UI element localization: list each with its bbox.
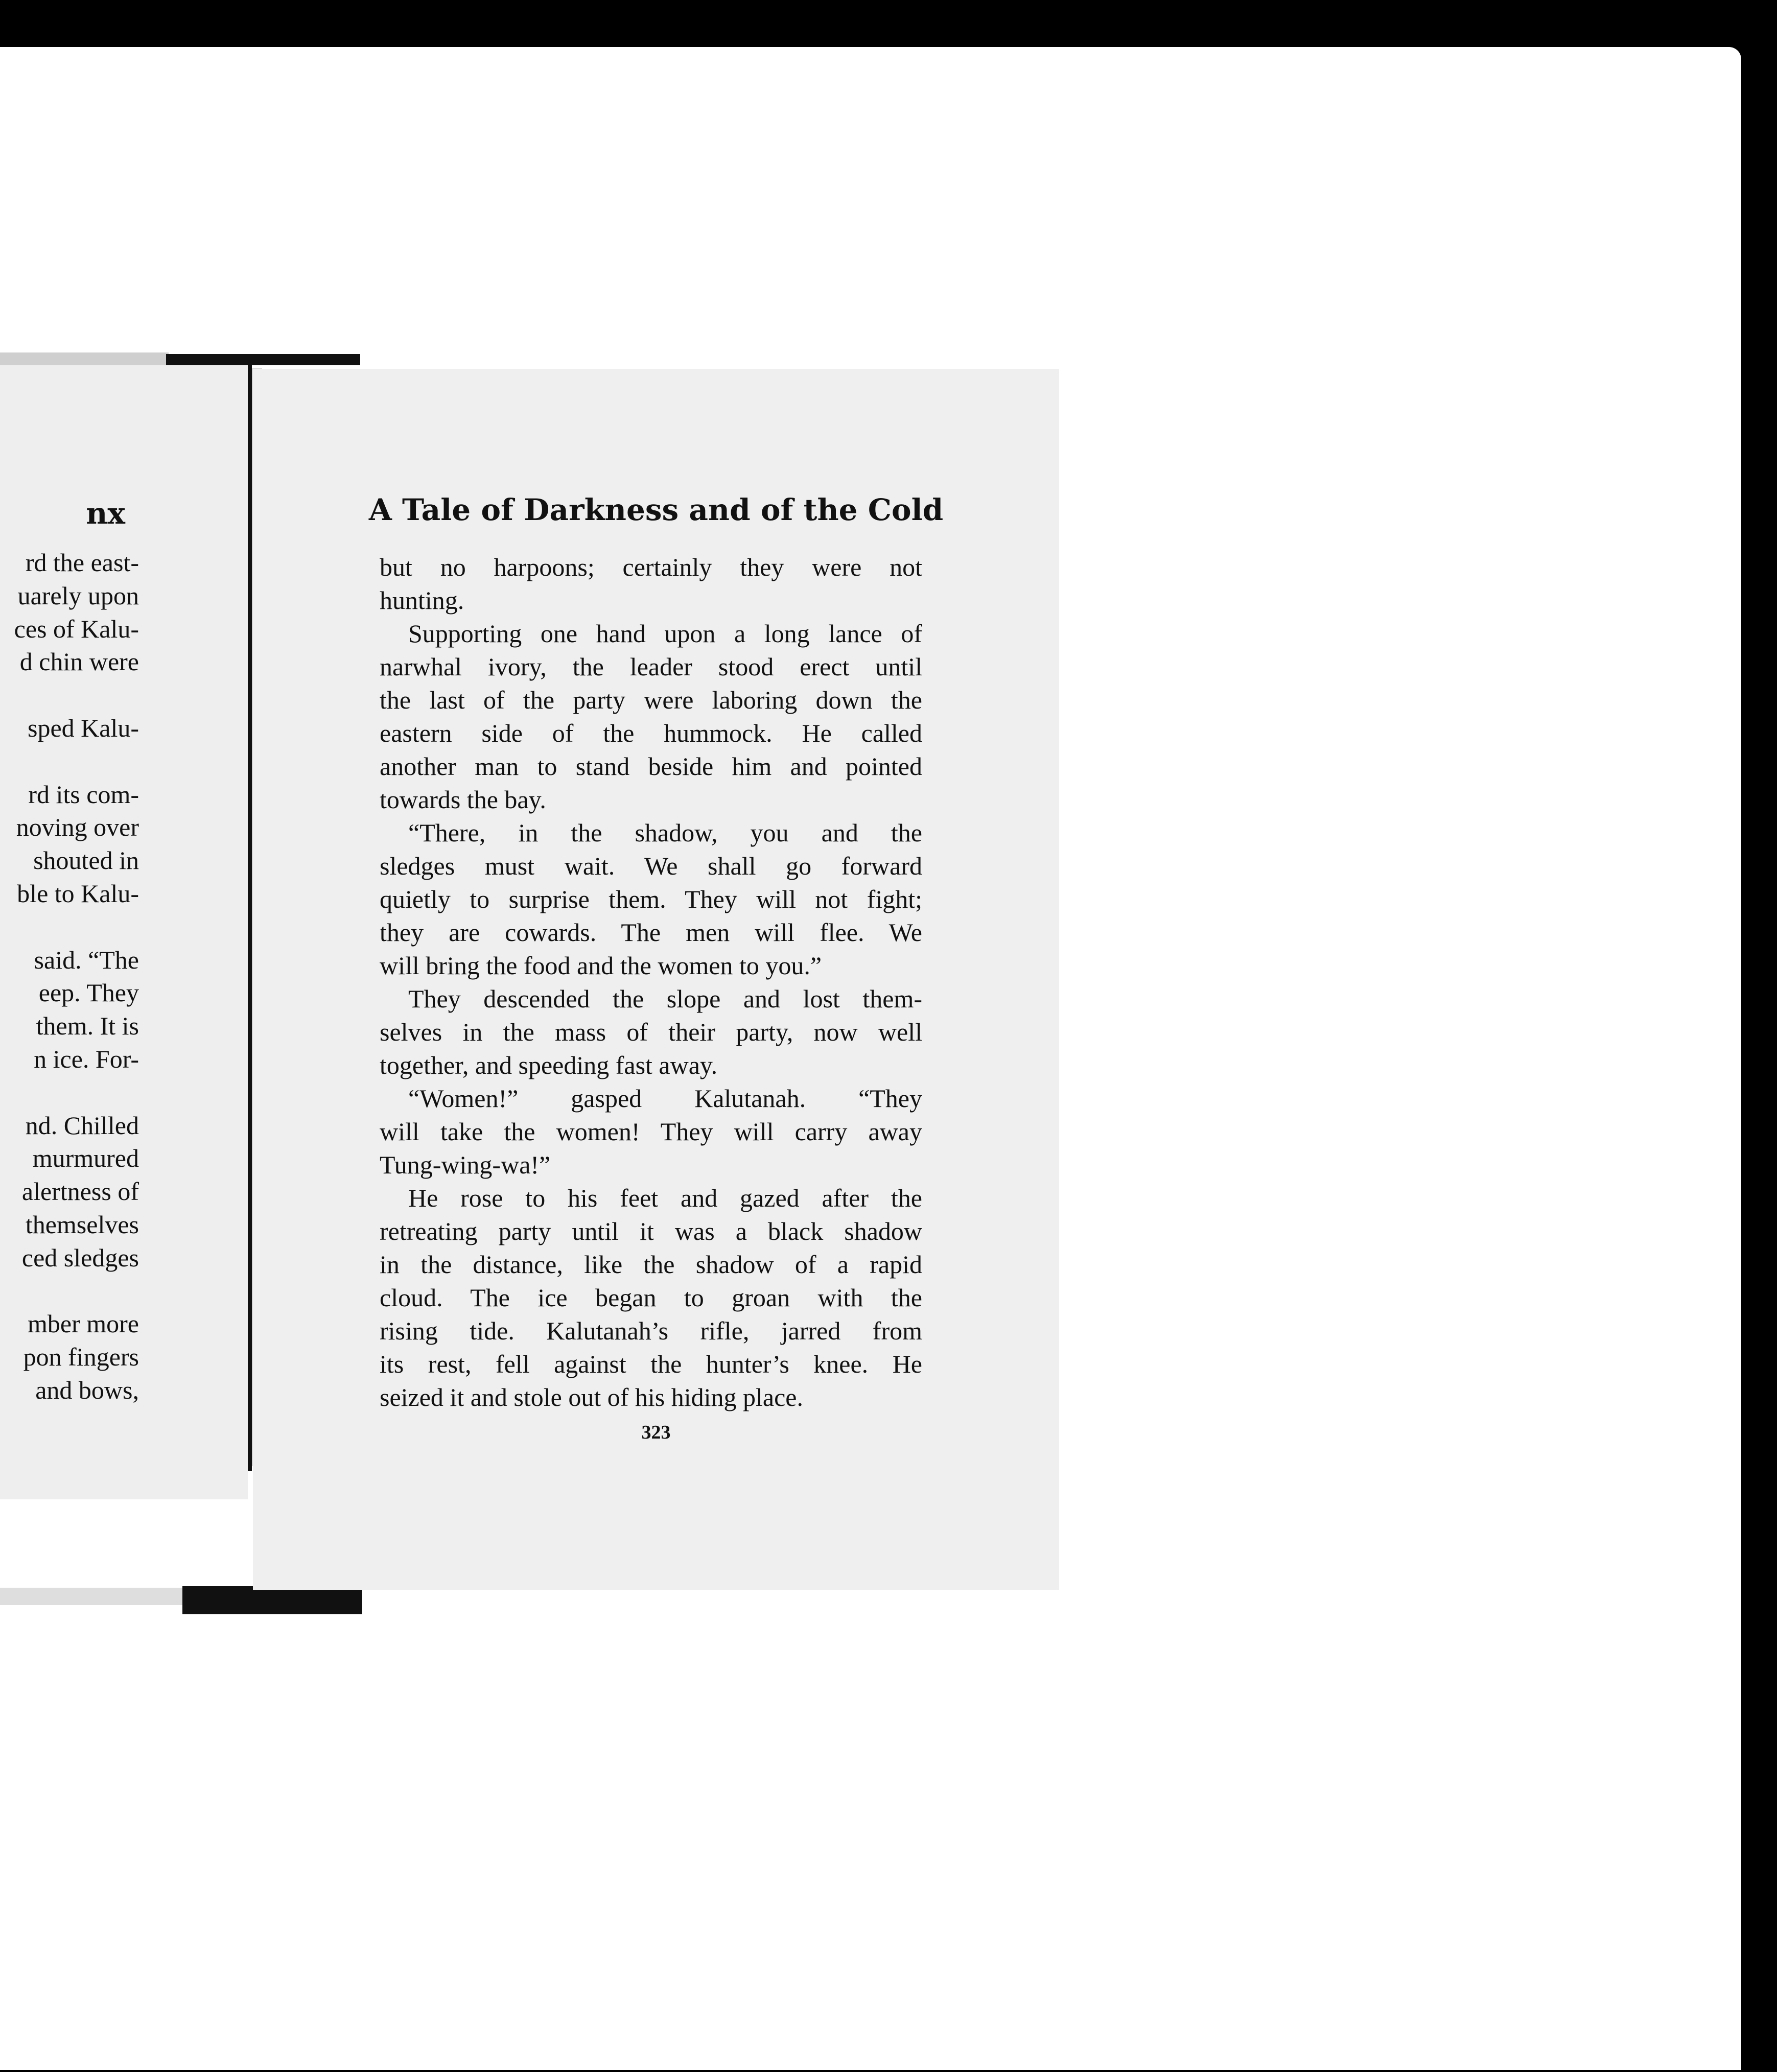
text-line: towards the bay. <box>380 785 546 814</box>
text-line: hunting. <box>380 586 464 615</box>
left-text-line <box>0 910 139 944</box>
text-line: another man to stand beside him and pointed <box>380 752 922 781</box>
text-line: its rest, fell against the hunter’s knee. He <box>380 1350 922 1378</box>
text-line: eastern side of the hummock. He called <box>380 719 922 747</box>
text-line: quietly to surprise them. They will not fight; <box>380 885 922 913</box>
text-line: will take the women! They will carry away <box>380 1117 922 1146</box>
scan-edge <box>1741 47 1777 2070</box>
left-text-line: said. “The <box>34 945 139 974</box>
binding-tape-top <box>166 354 360 365</box>
left-text-line <box>0 678 139 712</box>
text-line: together, and speeding fast away. <box>380 1051 718 1079</box>
text-line: selves in the mass of their party, now well <box>380 1018 922 1046</box>
text-line: retreating party until it was a black shadow <box>380 1217 922 1245</box>
binding-shadow-bottom <box>0 1588 184 1605</box>
text-line: Supporting one hand upon a long lance of <box>408 619 922 648</box>
running-head: A Tale of Darkness and of the Cold <box>368 492 944 527</box>
left-text-line: rd the east- <box>25 548 139 577</box>
left-text-line: n ice. For- <box>34 1044 139 1073</box>
text-line: will bring the food and the women to you.” <box>380 951 822 980</box>
left-text-line: ced sledges <box>21 1243 139 1272</box>
text-line: “Women!” gasped Kalutanah. “They <box>408 1084 922 1113</box>
text-line: sledges must wait. We shall go forward <box>380 852 922 880</box>
left-text-line <box>0 745 139 778</box>
left-page-text <box>0 546 139 1407</box>
left-text-line: and bows, <box>35 1375 139 1404</box>
left-page <box>0 365 248 1499</box>
binding-shadow-top <box>0 352 169 366</box>
left-text-line: murmured <box>32 1144 139 1173</box>
left-text-line: them. It is <box>36 1011 139 1041</box>
left-text-line <box>0 1076 139 1109</box>
text-line: He rose to his feet and gazed after the <box>408 1184 922 1212</box>
right-page <box>253 369 1059 1590</box>
text-line: seized it and stole out of his hiding place. <box>380 1383 803 1411</box>
text-line: “There, in the shadow, you and the <box>408 818 922 847</box>
text-line: in the distance, like the shadow of a rapid <box>380 1250 922 1279</box>
left-text-line: themselves <box>25 1210 139 1239</box>
left-text-line: d chin were <box>19 647 139 676</box>
binding-tape-bottom <box>182 1586 362 1614</box>
left-text-line: ces of Kalu- <box>14 614 139 643</box>
left-text-line: pon fingers <box>23 1343 139 1372</box>
left-running-head: nx <box>86 496 125 531</box>
left-text-line: noving over <box>16 813 139 842</box>
left-text-line: eep. They <box>38 978 139 1007</box>
text-line: They descended the slope and lost them- <box>408 984 922 1013</box>
left-text-line <box>0 1275 139 1308</box>
left-text-line: ble to Kalu- <box>17 879 139 908</box>
left-text-line: shouted in <box>33 846 139 875</box>
left-text-line: nd. Chilled <box>25 1111 139 1140</box>
text-line: cloud. The ice began to groan with the <box>380 1283 922 1312</box>
left-text-line: sped Kalu- <box>28 713 139 742</box>
body-text <box>380 551 922 1414</box>
book-gutter <box>248 363 252 1471</box>
text-line: Tung-wing-wa!” <box>380 1150 551 1179</box>
left-text-line: uarely upon <box>17 581 139 610</box>
page-number: 323 <box>641 1422 671 1443</box>
text-line: rising tide. Kalutanah’s rifle, jarred from <box>380 1316 922 1345</box>
text-line: the last of the party were laboring down the <box>380 686 922 714</box>
left-text-line: rd its com- <box>28 780 139 809</box>
text-line: narwhal ivory, the leader stood erect until <box>380 652 922 681</box>
text-line: but no harpoons; certainly they were not <box>380 553 922 581</box>
left-text-line: alertness of <box>21 1177 139 1206</box>
left-text-line: mber more <box>28 1309 139 1338</box>
text-line: they are cowards. The men will flee. We <box>380 918 922 947</box>
